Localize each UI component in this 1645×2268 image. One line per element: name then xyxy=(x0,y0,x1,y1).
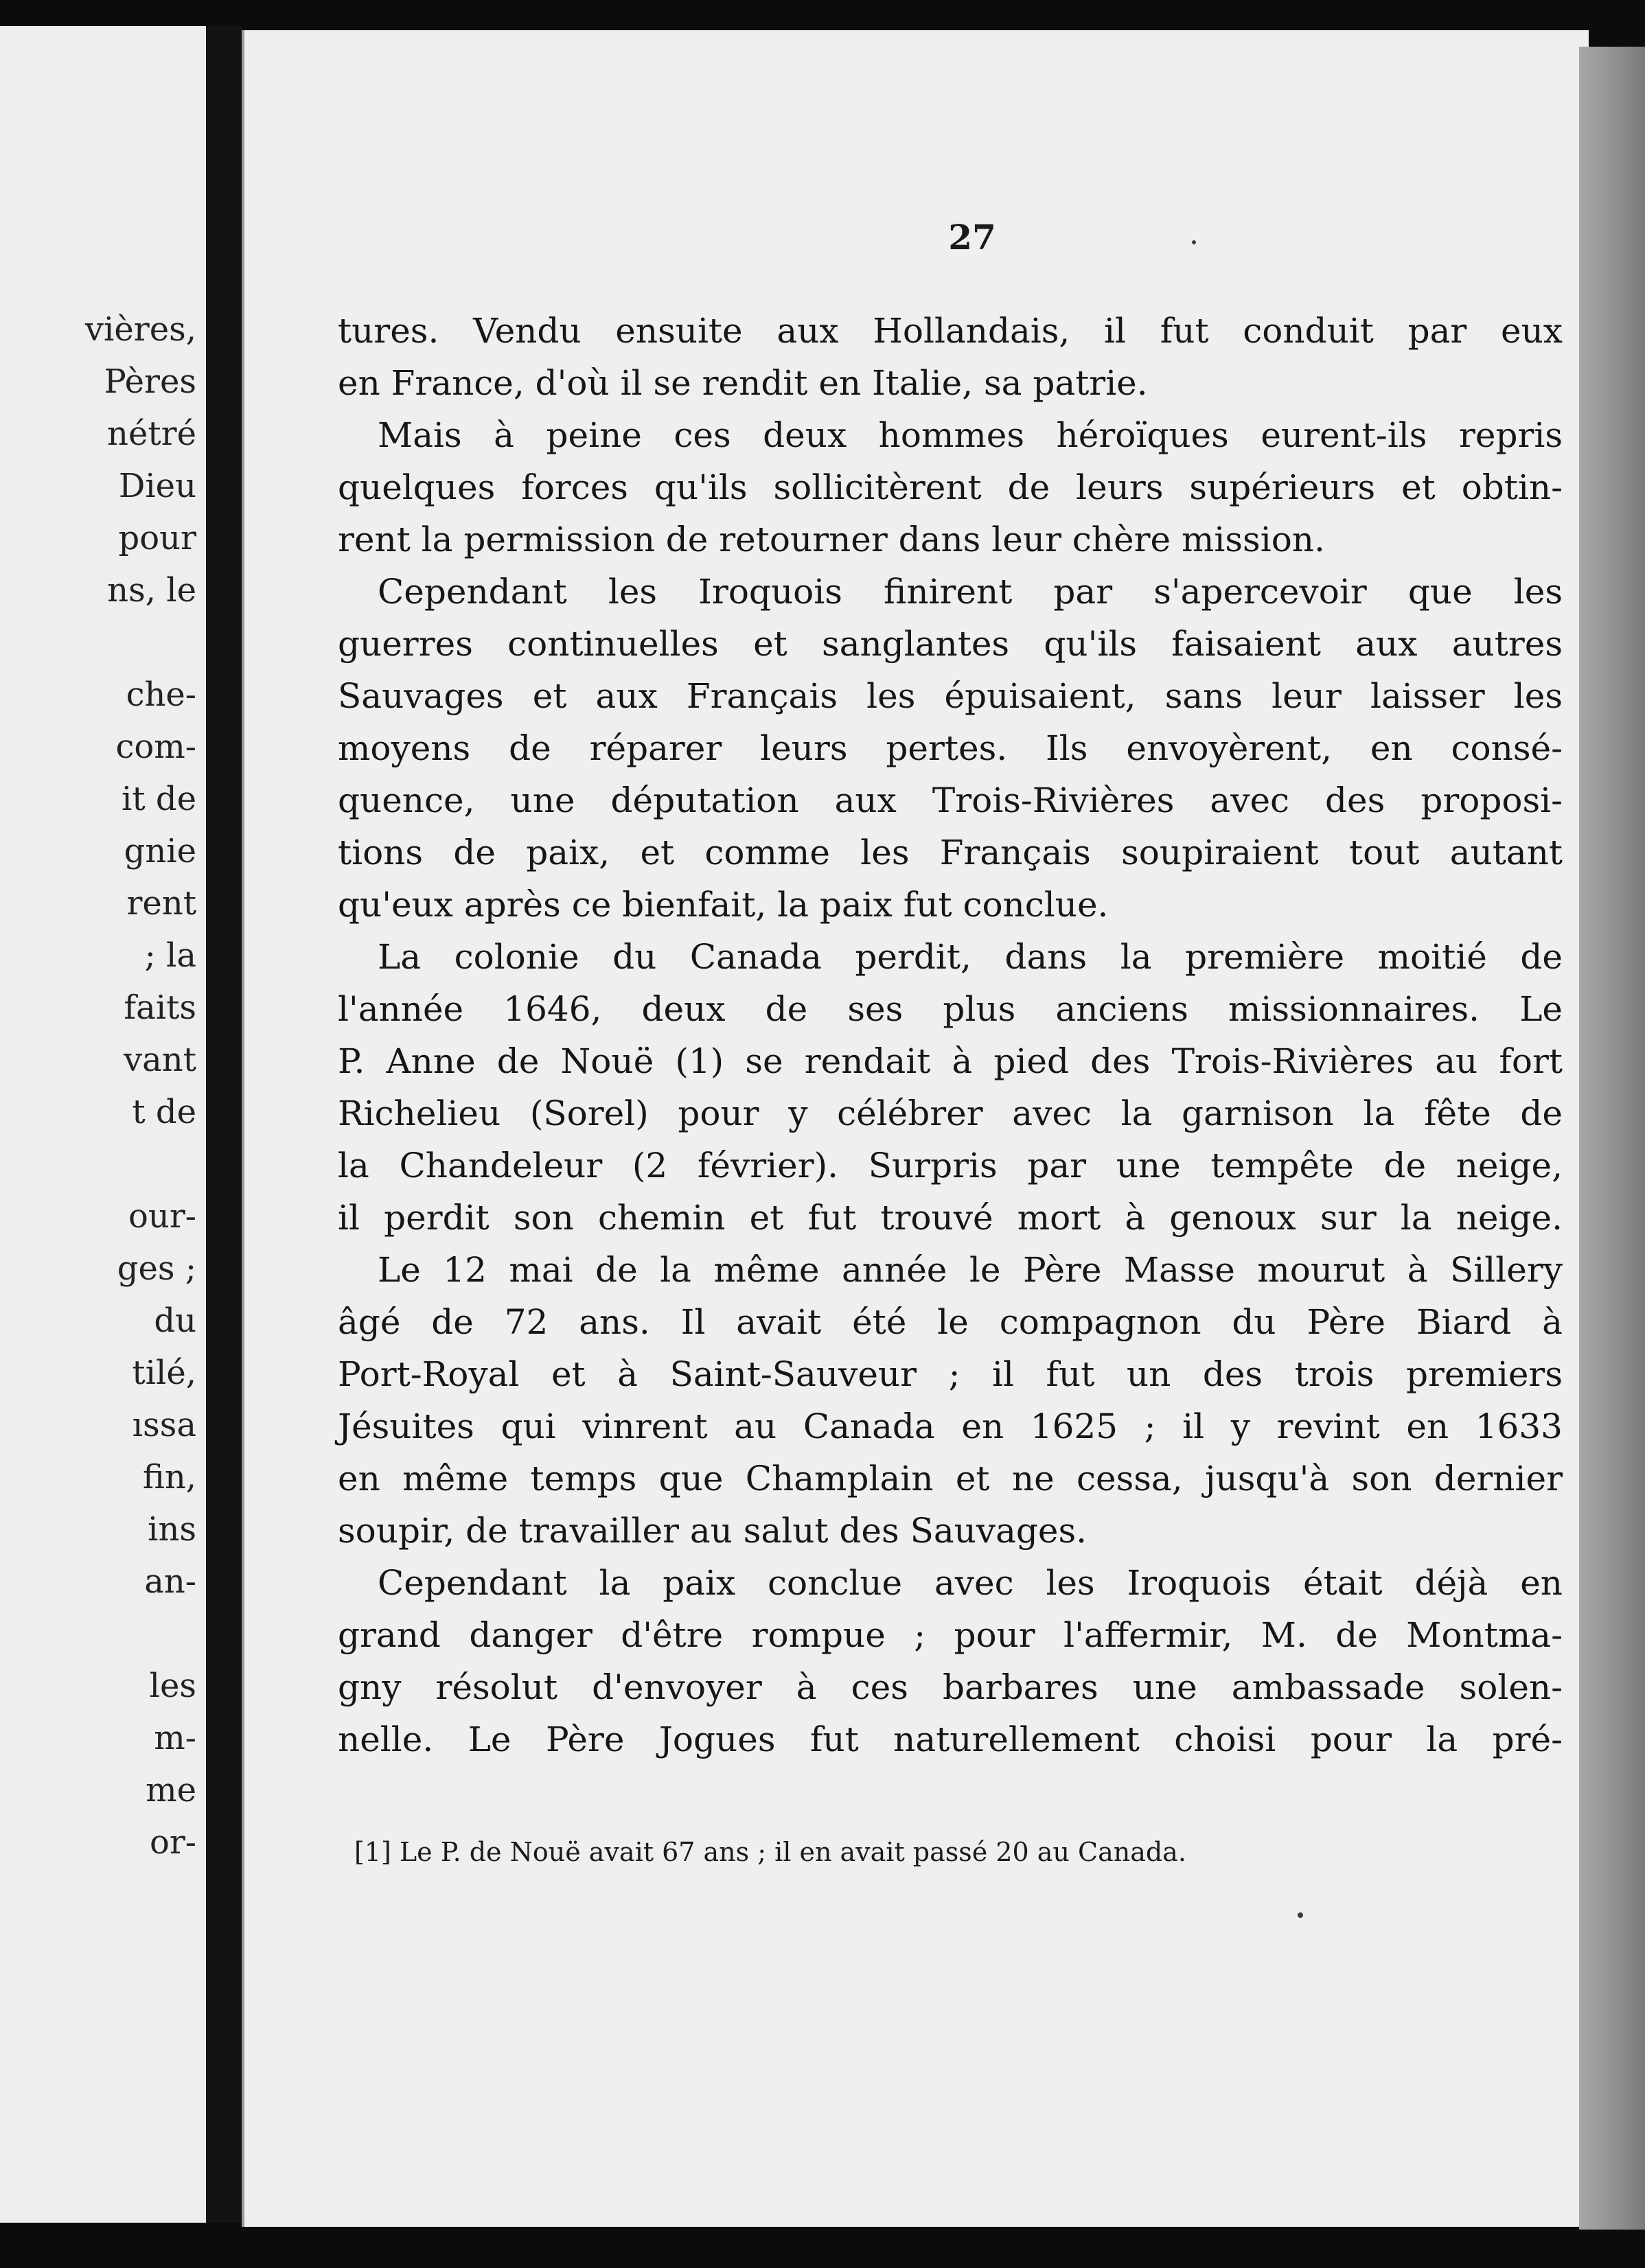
left-page-fragment: t de xyxy=(132,1093,196,1131)
body-text xyxy=(338,305,1563,1766)
left-page-fragment: it de xyxy=(121,780,196,818)
left-page-fragment: com- xyxy=(115,728,196,766)
text-line: La colonie du Canada perdit, dans la première moitié de xyxy=(378,937,1563,977)
text-line: rent la permission de retourner dans leur chère mission. xyxy=(338,520,1325,559)
left-page-fragment: gnie xyxy=(124,832,196,870)
text-line: Sauvages et aux Français les épuisaient, sans leur laisser les xyxy=(338,676,1563,716)
left-page-fragment: or- xyxy=(149,1823,196,1862)
text-line: nelle. Le Père Jogues fut naturellement choisi pour la pré- xyxy=(338,1720,1563,1759)
print-speck xyxy=(1298,1912,1303,1918)
text-line: Jésuites qui vinrent au Canada en 1625 ; il y revint en 1633 xyxy=(338,1407,1563,1446)
left-page-fragment: m- xyxy=(154,1719,196,1757)
text-line: soupir, de travailler au salut des Sauvages. xyxy=(338,1511,1088,1551)
left-page-fragment: Pères xyxy=(104,362,196,401)
text-line: tions de paix, et comme les Français soupiraient tout autant xyxy=(338,833,1563,872)
text-line: la Chandeleur (2 février). Surpris par une tempête de neige, xyxy=(338,1146,1563,1185)
left-page-fragment: du xyxy=(154,1301,196,1340)
left-page-fragment: faits xyxy=(124,988,196,1027)
left-page xyxy=(0,26,206,2223)
text-line: gny résolut d'envoyer à ces barbares une ambassade solen- xyxy=(338,1667,1563,1707)
text-line: il perdit son chemin et fut trouvé mort à genoux sur la neige. xyxy=(338,1198,1563,1238)
text-line: l'année 1646, deux de ses plus anciens missionnaires. Le xyxy=(338,989,1563,1029)
text-line: Port-Royal et à Saint-Sauveur ; il fut un des trois premiers xyxy=(338,1354,1563,1394)
left-page-fragment: che- xyxy=(126,675,196,714)
left-page-fragment: me xyxy=(146,1771,196,1809)
left-page-fragment: les xyxy=(149,1667,196,1705)
left-page-fragment: vant xyxy=(124,1041,196,1079)
text-line: quelques forces qu'ils sollicitèrent de leurs supérieurs et obtin- xyxy=(338,467,1563,507)
left-page-fragment: ; la xyxy=(144,936,196,975)
page-number: 27 xyxy=(948,217,996,257)
left-page-fragment: nétré xyxy=(107,415,196,453)
left-page-fragment: Dieu xyxy=(118,467,196,505)
left-page-fragment: rent xyxy=(126,884,196,923)
text-line: Cependant les Iroquois finirent par s'apercevoir que les xyxy=(378,572,1563,612)
text-line: moyens de réparer leurs pertes. Ils envoyèrent, en consé- xyxy=(338,728,1563,768)
book-page xyxy=(242,30,1589,2227)
text-line: guerres continuelles et sanglantes qu'ils faisaient aux autres xyxy=(338,624,1563,664)
left-page-fragment: pour xyxy=(118,519,196,557)
text-line: âgé de 72 ans. Il avait été le compagnon du Père Biard à xyxy=(338,1302,1563,1342)
left-page-fragment: ges ; xyxy=(117,1249,196,1288)
text-line: Richelieu (Sorel) pour y célébrer avec la garnison la fête de xyxy=(338,1094,1563,1133)
book-gutter xyxy=(206,26,242,2223)
text-line: quence, une députation aux Trois-Rivières avec des proposi- xyxy=(338,780,1563,820)
text-line: grand danger d'être rompue ; pour l'affermir, M. de Montma- xyxy=(338,1615,1563,1655)
text-line: tures. Vendu ensuite aux Hollandais, il fut conduit par eux xyxy=(338,311,1563,351)
text-line: Mais à peine ces deux hommes héroïques eurent-ils repris xyxy=(378,415,1563,455)
left-page-fragment: an- xyxy=(144,1562,196,1601)
text-line: en même temps que Champlain et ne cessa, jusqu'à son dernier xyxy=(338,1459,1563,1498)
left-page-fragment: ins xyxy=(148,1510,196,1549)
print-speck xyxy=(1192,240,1196,244)
left-page-fragment: ıssa xyxy=(132,1406,196,1444)
left-page-fragment: our- xyxy=(128,1197,196,1236)
text-line: Le 12 mai de la même année le Père Masse mourut à Sillery xyxy=(378,1250,1563,1290)
text-line: qu'eux après ce bienfait, la paix fut conclue. xyxy=(338,885,1109,925)
text-line: en France, d'où il se rendit en Italie, sa patrie. xyxy=(338,363,1148,403)
text-line: P. Anne de Nouë (1) se rendait à pied des Trois-Rivières au fort xyxy=(338,1041,1563,1081)
page-edge xyxy=(1579,47,1645,2230)
left-page-fragment: fin, xyxy=(142,1458,196,1496)
left-page-fragment: vières, xyxy=(84,310,196,349)
left-page-fragment: ns, le xyxy=(107,571,196,610)
left-page-fragment: tilé, xyxy=(132,1354,196,1392)
footnote: [1] Le P. de Nouë avait 67 ans ; il en avait passé 20 au Canada. xyxy=(354,1837,1186,1867)
text-line: Cependant la paix conclue avec les Iroquois était déjà en xyxy=(378,1563,1563,1603)
